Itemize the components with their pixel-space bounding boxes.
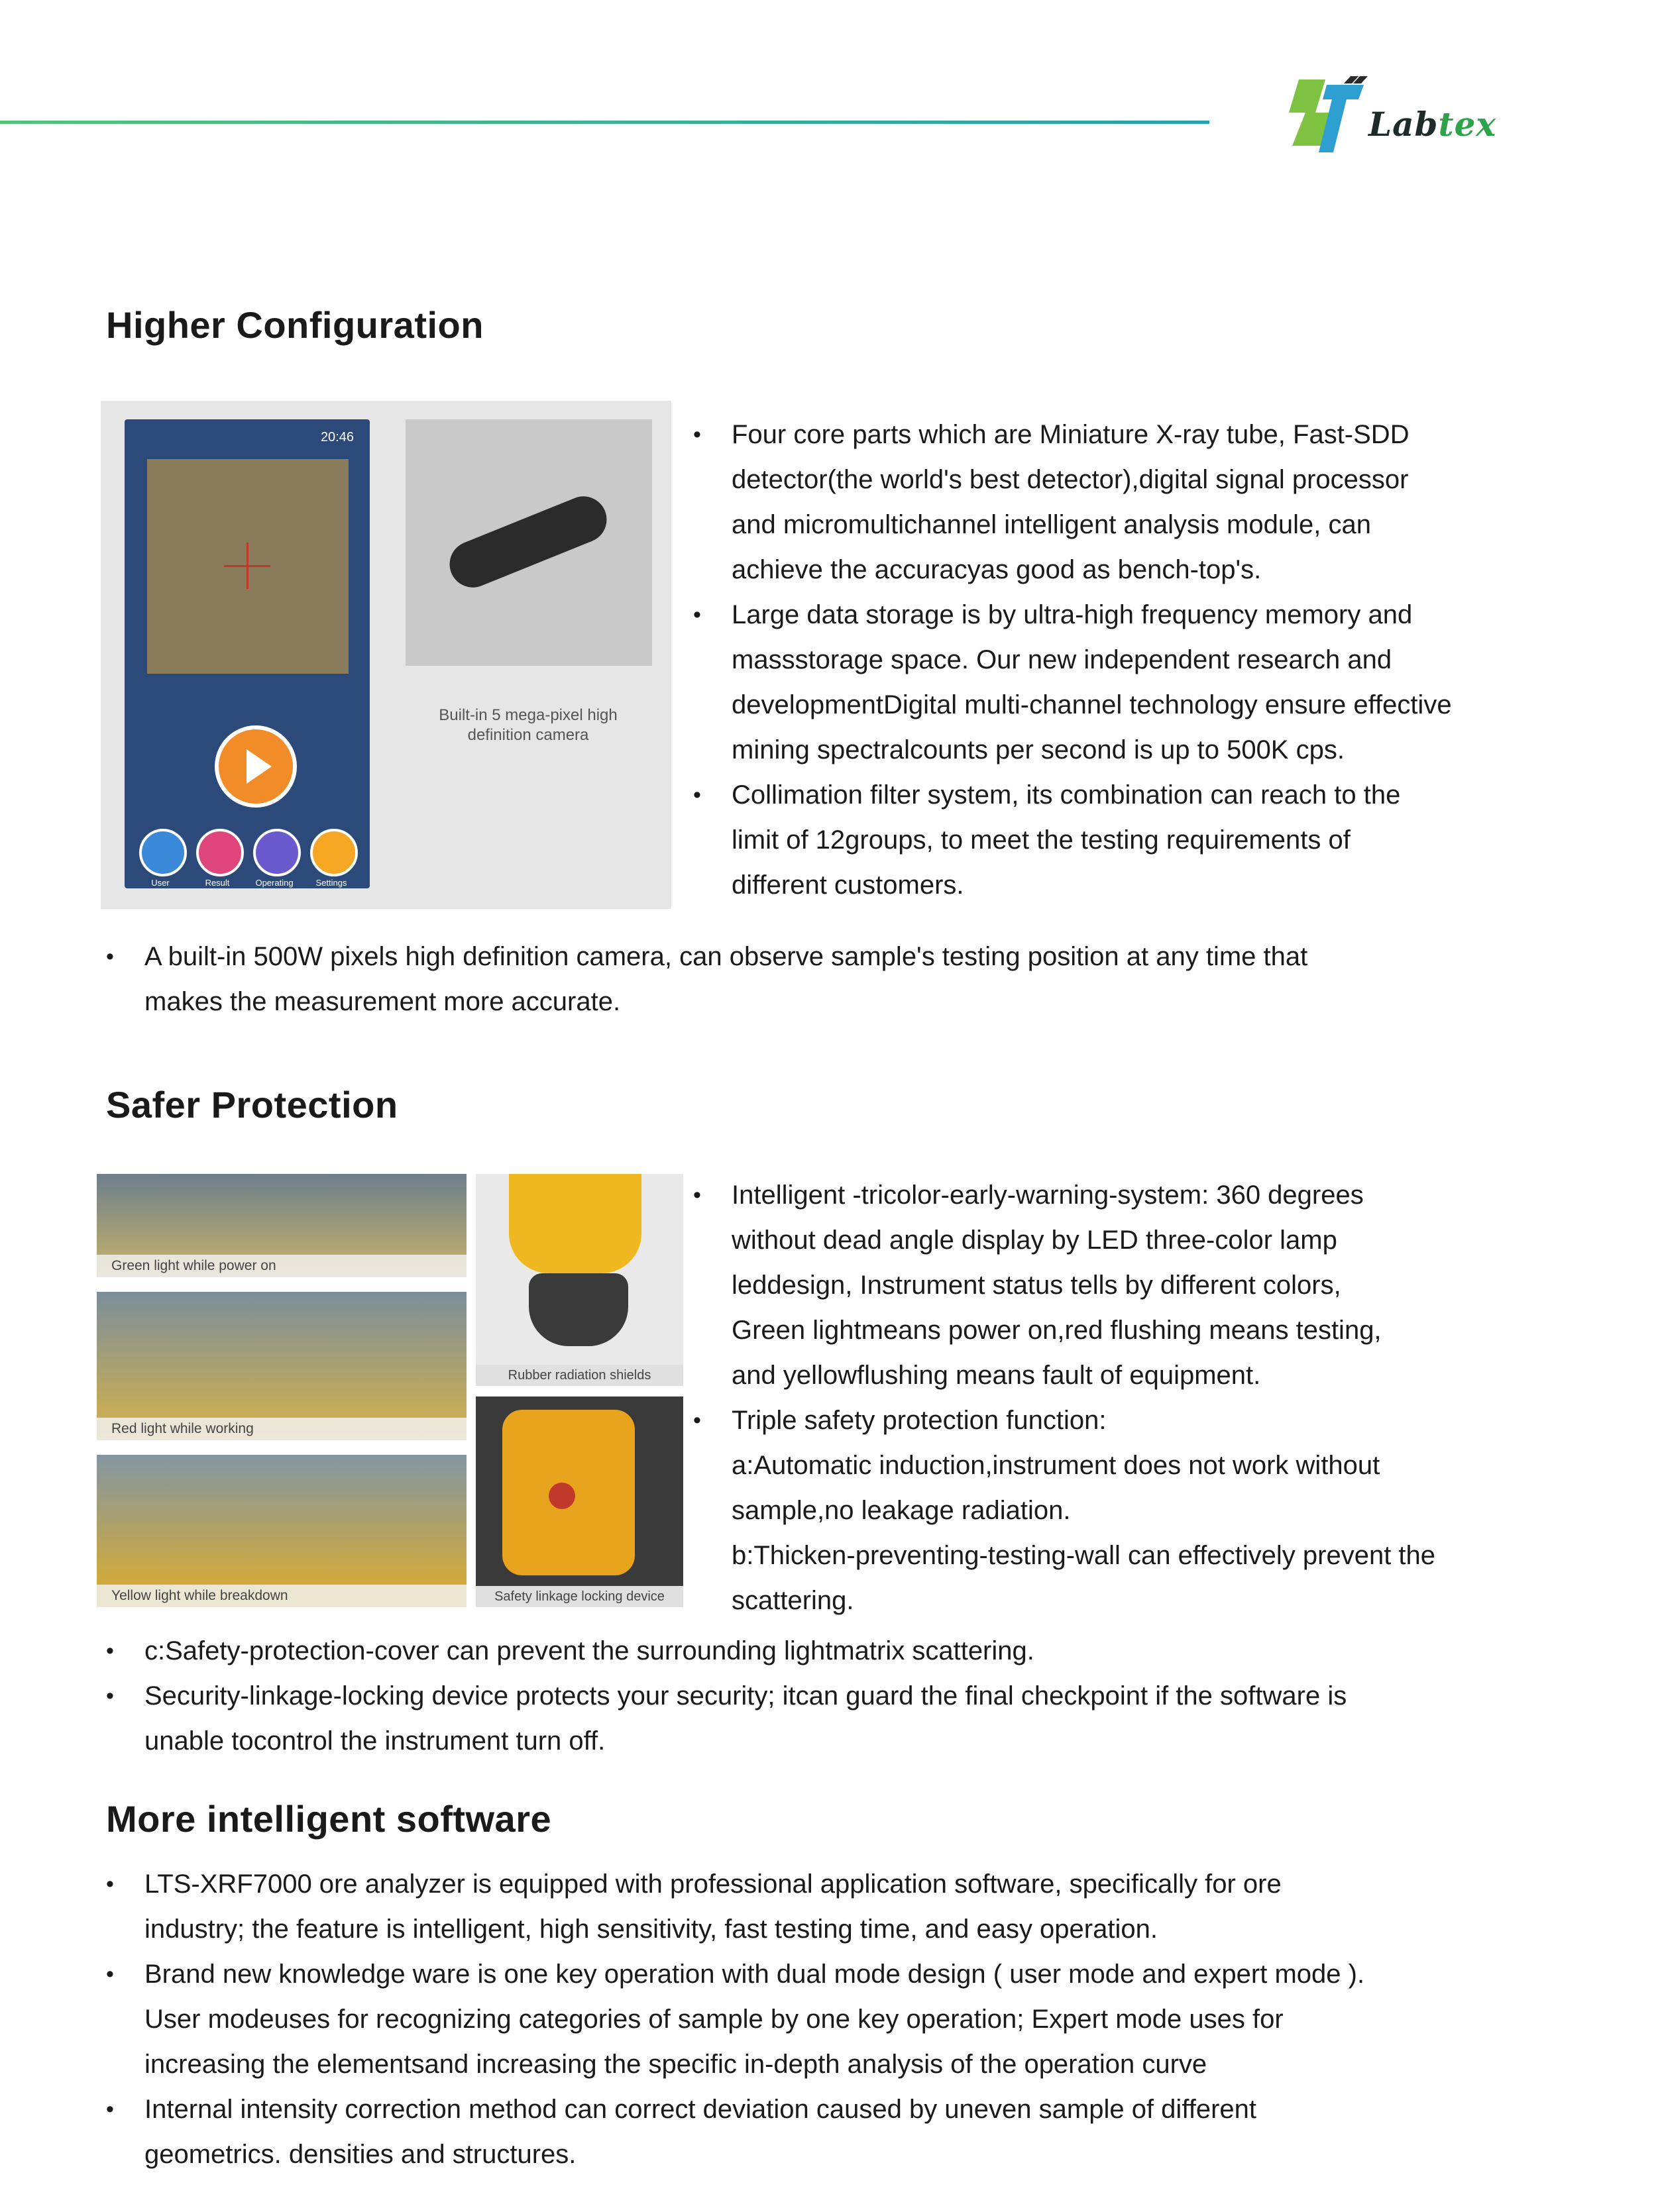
section-title-higher-configuration: Higher Configuration (106, 304, 484, 346)
list-item: • Brand new knowledge ware is one key operation with dual mode design ( user mode and expert mode ). User modeuses for recognizing categories of sample by one key operation; Expert mode uses for increasing the elementsand increasing the specific in-depth analysis of the operation curve (106, 1952, 1630, 2087)
safety-bullet-list (693, 1173, 1634, 1623)
device-head (509, 1174, 641, 1273)
labtex-wordmark: Labtex (1368, 105, 1497, 144)
rubber-shield (529, 1273, 628, 1346)
red-light-photo (97, 1292, 467, 1440)
list-item: • Large data storage is by ultra-high frequency memory and massstorage space. Our new independent research and developmentDigital multi-channel technology ensure effective mining spectralcounts per second is up to 500K cps. (693, 592, 1634, 772)
section-title-intelligent-software: More intelligent software (106, 1798, 552, 1840)
labtex-logo (1286, 73, 1537, 172)
green-light-photo (97, 1174, 467, 1277)
list-item: • A built-in 500W pixels high definition camera, can observe sample's testing position at any time that makes the measurement more accurate. (106, 934, 1630, 1024)
photo-caption: Green light while power on (97, 1255, 467, 1277)
camera-preview (147, 459, 349, 674)
camera-lens (443, 490, 614, 595)
status-clock: 20:46 (320, 430, 354, 445)
settings-icon (310, 829, 358, 876)
icon-label-settings: Settings (315, 878, 347, 888)
camera-caption: Built-in 5 mega-pixel high definition camera (439, 706, 618, 744)
list-item: • Security-linkage-locking device protects your security; itcan guard the final checkpoint if the software is unable tocontrol the instrument turn off. (106, 1673, 1630, 1764)
list-item: • Triple safety protection function: a:Automatic induction,instrument does not work without sample,no leakage radiation. b:Thicken-preventing-testing-wall can effectively prevent the scattering. (693, 1398, 1634, 1623)
rubber-shield-photo (476, 1174, 683, 1386)
safety-photos (97, 1174, 683, 1607)
photo-caption: Yellow light while breakdown (97, 1585, 467, 1607)
section-title-safer-protection: Safer Protection (106, 1084, 398, 1126)
user-icon (139, 829, 187, 876)
photo-caption: Rubber radiation shields (476, 1365, 683, 1386)
lock-indicator (549, 1483, 575, 1509)
device-screen (125, 419, 370, 888)
photo-caption: Safety linkage locking device (476, 1586, 683, 1607)
photo-caption: Red light while working (97, 1418, 467, 1440)
result-icon (196, 829, 244, 876)
list-item: • LTS-XRF7000 ore analyzer is equipped with professional application software, specifically for ore industry; the feature is intelligent, high sensitivity, fast testing time, and easy operation. (106, 1862, 1630, 1952)
icon-label-result: Result (205, 878, 230, 888)
yellow-light-photo (97, 1455, 467, 1607)
crosshair-vertical (247, 543, 249, 589)
device-interface-photo (101, 401, 671, 909)
list-item: • c:Safety-protection-cover can prevent the surrounding lightmatrix scattering. (106, 1628, 1630, 1673)
icon-label-user: User (151, 878, 170, 888)
list-item: • Intelligent -tricolor-early-warning-system: 360 degrees without dead angle display by LED three-color lamp leddesign, Instrument status tells by different colors, Green lightmeans power on,red flushing means testing, and yellowflushing means fault of equipment. (693, 1173, 1634, 1398)
icon-label-operating: Operating (255, 878, 294, 888)
locking-device-photo (476, 1396, 683, 1607)
config-wide-bullet-list (106, 934, 1630, 1024)
list-item: • Four core parts which are Miniature X-ray tube, Fast-SDD detector(the world's best detector),digital signal processor and micromultichannel intelligent analysis module, can achieve the accuracyas good as bench-top's. (693, 412, 1634, 592)
safety-wide-bullet-list (106, 1628, 1630, 1764)
software-bullet-list (106, 1862, 1630, 2177)
play-icon (215, 725, 297, 808)
operating-icon (253, 829, 301, 876)
camera-closeup-photo (406, 419, 652, 666)
config-bullet-list (693, 412, 1634, 908)
labtex-logo-mark (1286, 73, 1372, 166)
list-item: • Internal intensity correction method can correct deviation caused by uneven sample of different geometrics. densities and structures. (106, 2087, 1630, 2177)
header-divider-line (0, 121, 1209, 124)
list-item: • Collimation filter system, its combination can reach to the limit of 12groups, to meet the testing requirements of different customers. (693, 772, 1634, 908)
